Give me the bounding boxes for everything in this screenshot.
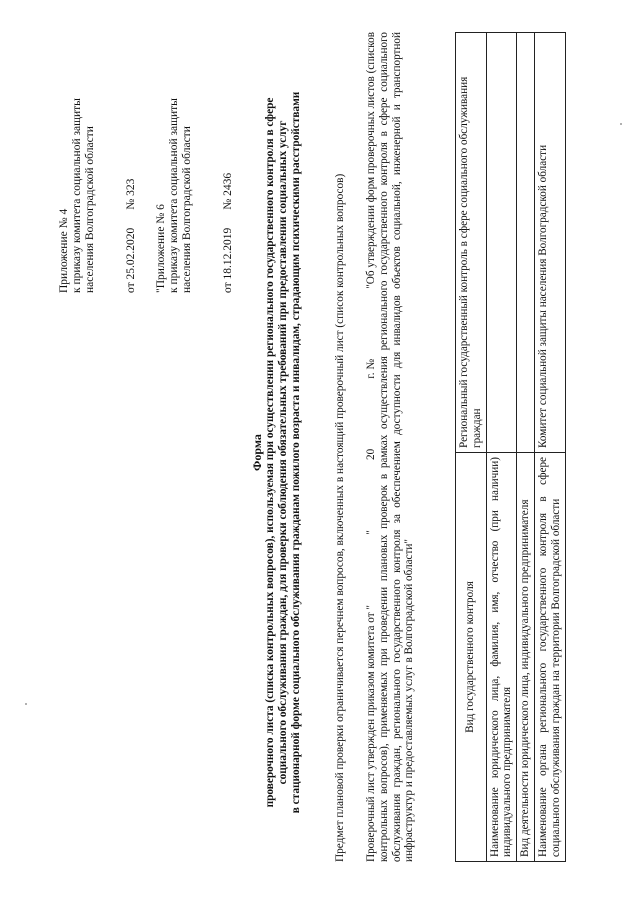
authority-name-label: Наименование органа регионального государственного контроля в сфере социального обслуживания граждан на территории Волгоградской области (534, 453, 565, 862)
form-heading: Форма (250, 434, 264, 471)
activity-type-value (517, 33, 535, 453)
approval-year-prefix: 20 (365, 448, 377, 460)
approval-body: контрольных вопросов), применяемых при проведении плановых проверок в рамках осуществления регионального государственного контроля в сфере социального обслуживания граждан, регионального государственного контроля за обеспечением доступности для инвалидов объектов социальной, инженерной и транспортной инфраструктур и предоставляемых услуг в Волгоградской области" (377, 32, 416, 862)
form-title-block (250, 0, 304, 905)
entity-name-value (486, 33, 517, 453)
previous-annex-header (155, 33, 235, 293)
form-description (264, 0, 304, 905)
approval-paragraph (365, 32, 416, 862)
form-description-line: проверочного листа (списка контрольных вопросов), используемая при осуществлении регионального государственного контроля в сфере (264, 97, 276, 808)
annex-title: Приложение № 4 (58, 208, 70, 293)
annex-authority-line: населения Волгоградской области (84, 126, 96, 293)
approval-first-line (365, 32, 378, 862)
control-type-label: Вид государственного контроля (456, 453, 487, 862)
inspection-subject: Предмет плановой проверки ограничивается перечнем вопросов, включенных в настоящий проверочный лист (список контрольных вопросов) (334, 173, 346, 862)
previous-annex-authority-line: населения Волгоградской области (181, 126, 193, 293)
annex-date-number (125, 33, 138, 293)
previous-annex-order-line: к приказу комитета социальной защиты (168, 98, 180, 293)
form-description-line: в стационарной форме социального обслуживания гражданам пожилого возраста и инвалидам, страдающим психическими расстройствами (290, 91, 303, 814)
table-row (534, 33, 565, 862)
approval-quote-close: " (365, 530, 377, 535)
entity-name-label: Наименование юридического лица, фамилия, имя, отчество (при наличии) индивидуального предпринимателя (486, 453, 517, 862)
table-row (517, 33, 535, 862)
annex-number: № 323 (125, 178, 137, 210)
annex-header (58, 33, 138, 293)
approval-order-prefix: Проверочный лист утвержден приказом комитета от " (365, 605, 377, 862)
annex-date: от 25.02.2020 (125, 227, 137, 293)
previous-annex-number: № 2436 (222, 172, 234, 210)
scan-speck (620, 123, 622, 125)
activity-type-label: Вид деятельности юридического лица, индивидуального предпринимателя (517, 453, 535, 862)
form-description-line: социального обслуживания граждан, для проверки соблюдения обязательных требований при предоставлении социальных услуг (277, 120, 290, 785)
control-info-table (455, 32, 566, 862)
authority-name-value: Комитет социальной защиты населения Волгоградской области (534, 33, 565, 453)
previous-annex-title: "Приложение № 6 (155, 204, 167, 293)
table-row (486, 33, 517, 862)
approval-number-label: г. № (365, 359, 377, 379)
approval-title-start: "Об утверждении форм проверочных листов (списков (365, 32, 377, 289)
control-type-value: Региональный государственный контроль в сфере социального обслуживания граждан (456, 33, 487, 453)
scan-speck (25, 703, 27, 705)
previous-annex-date-number (222, 33, 235, 293)
table-row (456, 33, 487, 862)
previous-annex-date: от 18.12.2019 (222, 227, 234, 293)
annex-order-line: к приказу комитета социальной защиты (71, 98, 83, 293)
